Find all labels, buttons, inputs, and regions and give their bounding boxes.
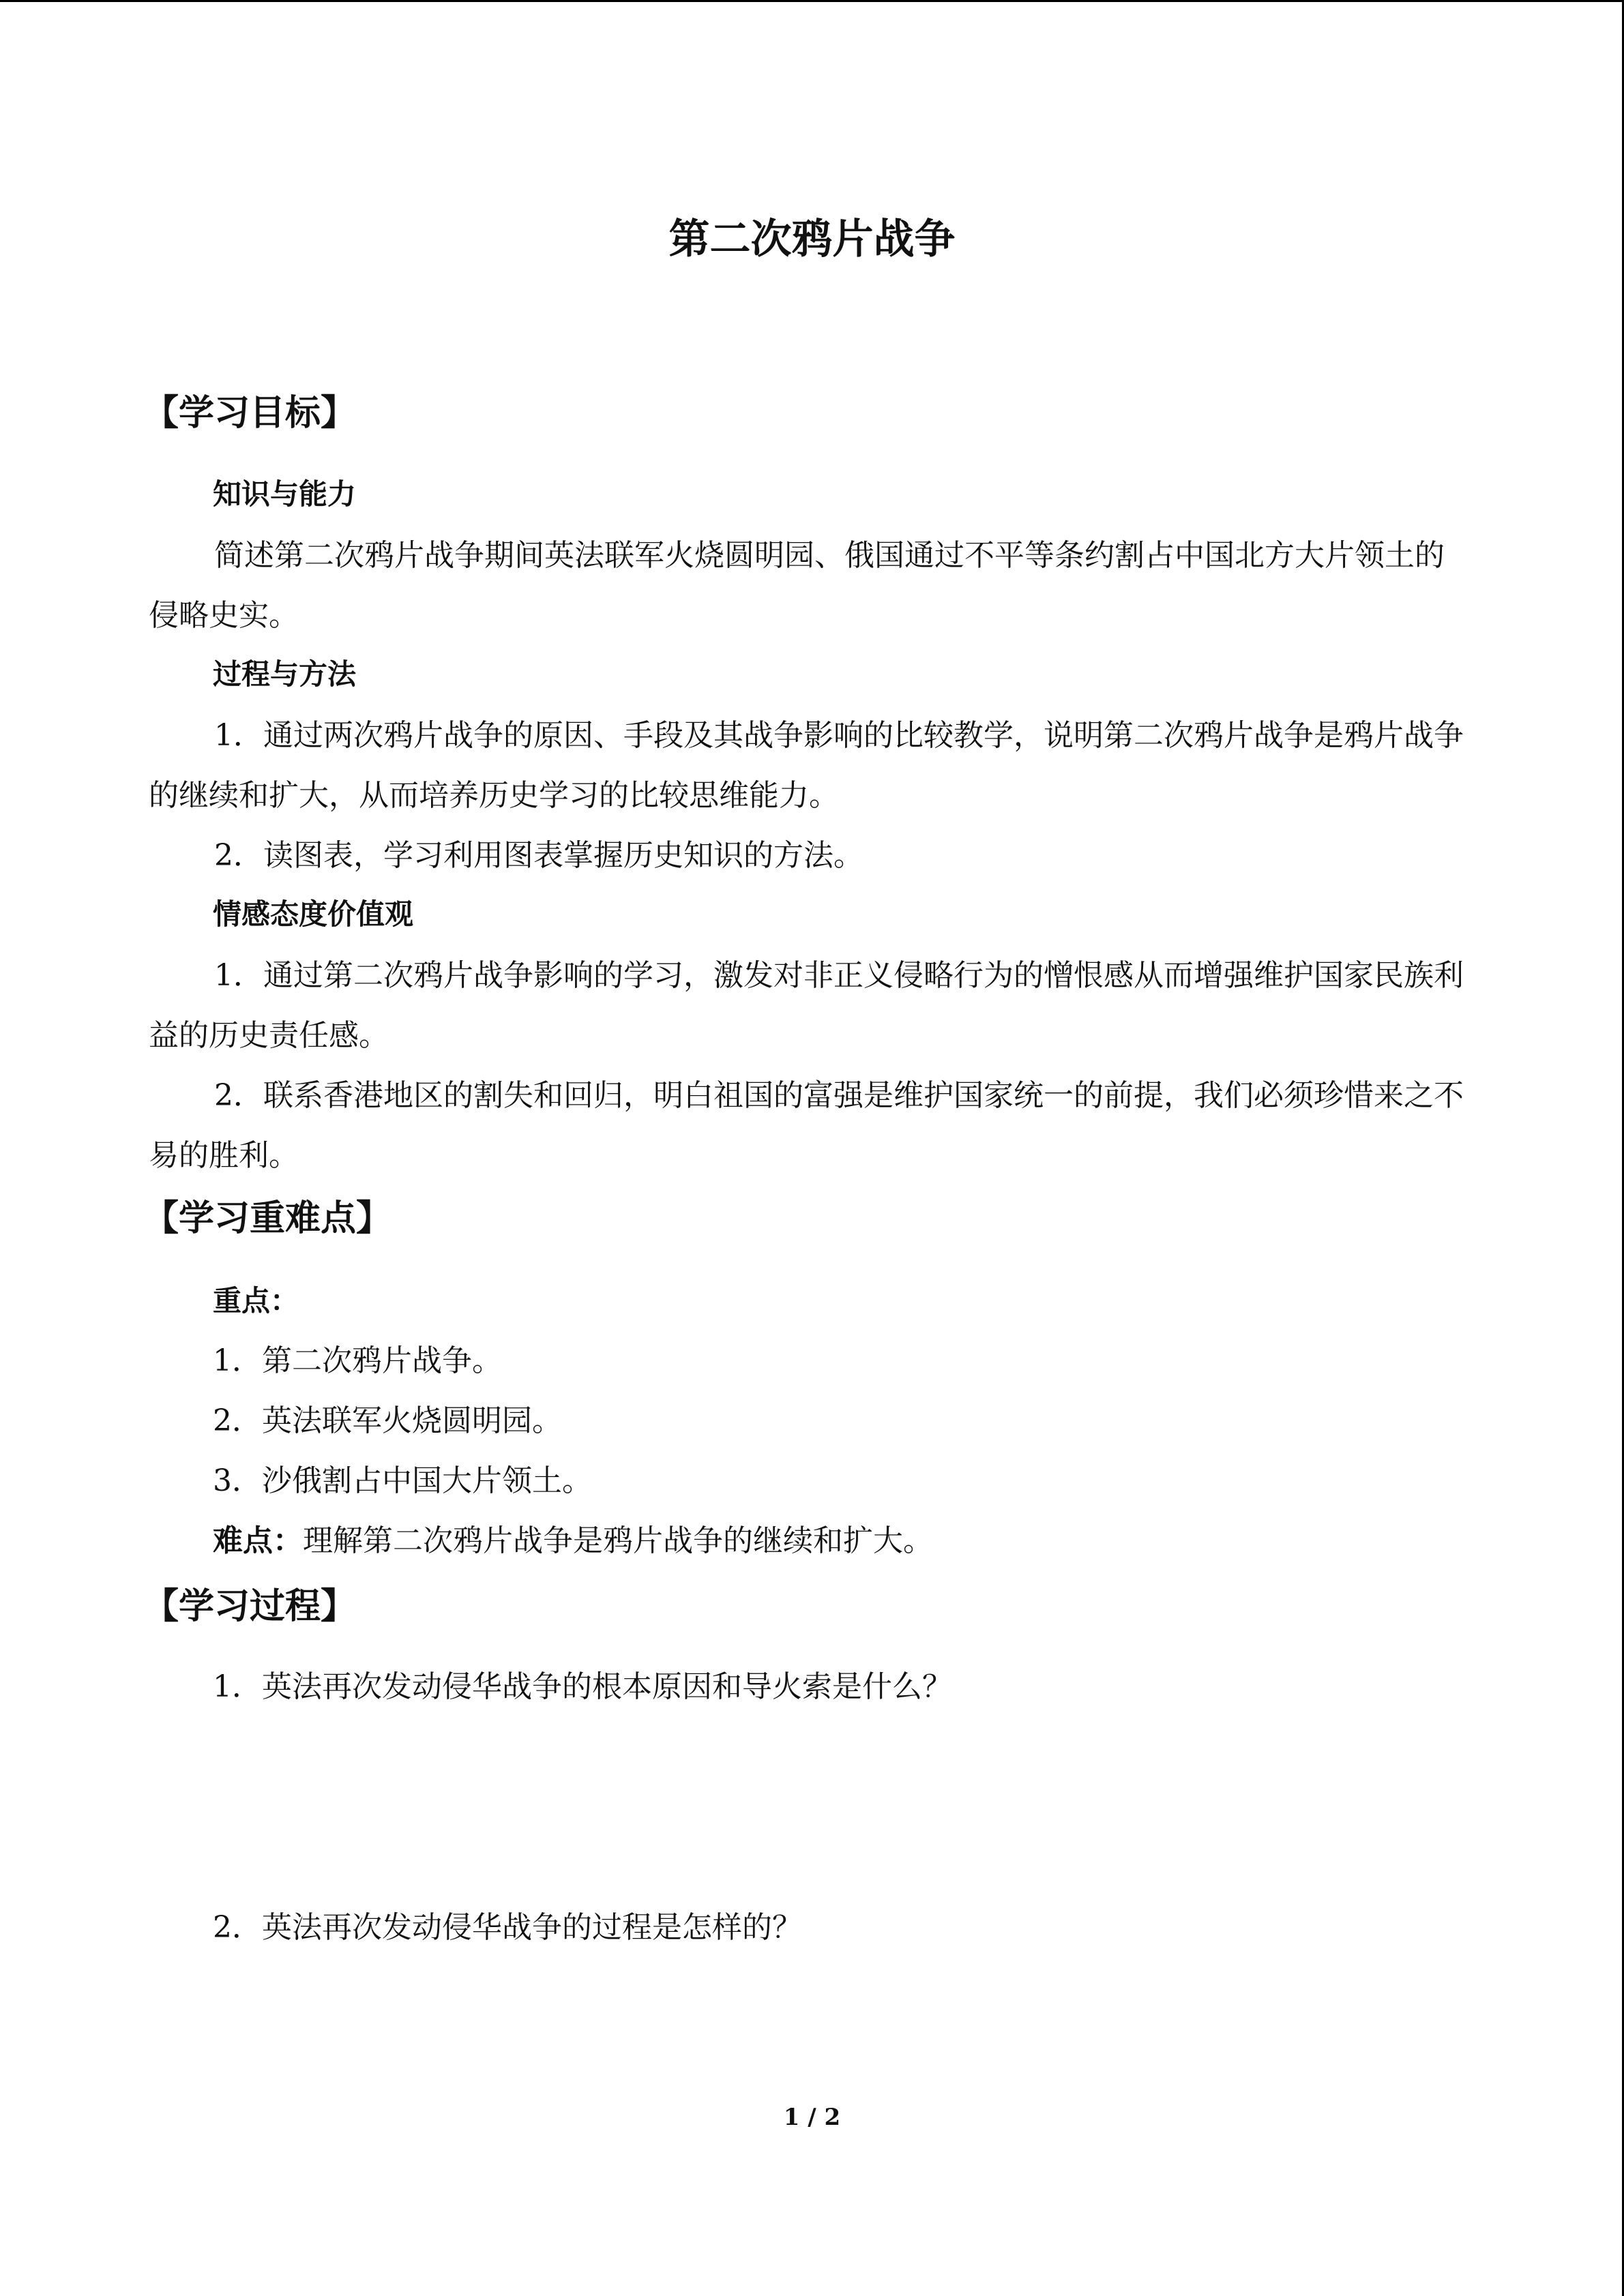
page-title: 第二次鸦片战争 xyxy=(668,215,956,263)
paragraph-emotion-item-2: 2．联系香港地区的割失和回归，明白祖国的富强是维护国家统一的前提，我们必须珍惜来之不易的胜利。 xyxy=(149,1078,1464,1173)
paragraph-process-item-2: 2．读图表，学习利用图表掌握历史知识的方法。 xyxy=(214,838,863,873)
difficulty-line xyxy=(213,1519,933,1564)
question-1: 1．英法再次发动侵华战争的根本原因和导火索是什么？ xyxy=(213,1669,952,1704)
subhead-key: 重点： xyxy=(213,1284,299,1317)
subhead-process-method: 过程与方法 xyxy=(213,657,357,691)
section-heading-process: 【学习过程】 xyxy=(143,1586,357,1627)
section-heading-key-points: 【学习重难点】 xyxy=(143,1198,392,1239)
subhead-knowledge: 知识与能力 xyxy=(213,477,357,511)
paragraph-process-item-1: 1．通过两次鸦片战争的原因、手段及其战争影响的比较教学，说明第二次鸦片战争是鸦片战争的继续和扩大，从而培养历史学习的比较思维能力。 xyxy=(149,718,1464,813)
subhead-emotion: 情感态度价值观 xyxy=(213,897,414,931)
question-2: 2．英法再次发动侵华战争的过程是怎样的？ xyxy=(213,1910,802,1945)
page-number: 1 / 2 xyxy=(783,2104,841,2131)
key-point-item-3: 3．沙俄割占中国大片领土。 xyxy=(213,1463,592,1498)
key-point-item-1: 1．第二次鸦片战争。 xyxy=(213,1343,502,1378)
page-border-top xyxy=(0,0,1624,2)
paragraph-emotion-item-1: 1．通过第二次鸦片战争影响的学习，激发对非正义侵略行为的憎恨感从而增强维护国家民族利益的历史责任感。 xyxy=(149,958,1464,1053)
key-point-item-2: 2．英法联军火烧圆明园。 xyxy=(213,1403,562,1438)
paragraph-knowledge: 简述第二次鸦片战争期间英法联军火烧圆明园、俄国通过不平等条约割占中国北方大片领土的侵略史实。 xyxy=(149,538,1445,633)
difficulty-label: 难点： xyxy=(213,1523,303,1558)
difficulty-text: 理解第二次鸦片战争是鸦片战争的继续和扩大。 xyxy=(303,1523,933,1558)
section-heading-objectives: 【学习目标】 xyxy=(143,393,357,434)
